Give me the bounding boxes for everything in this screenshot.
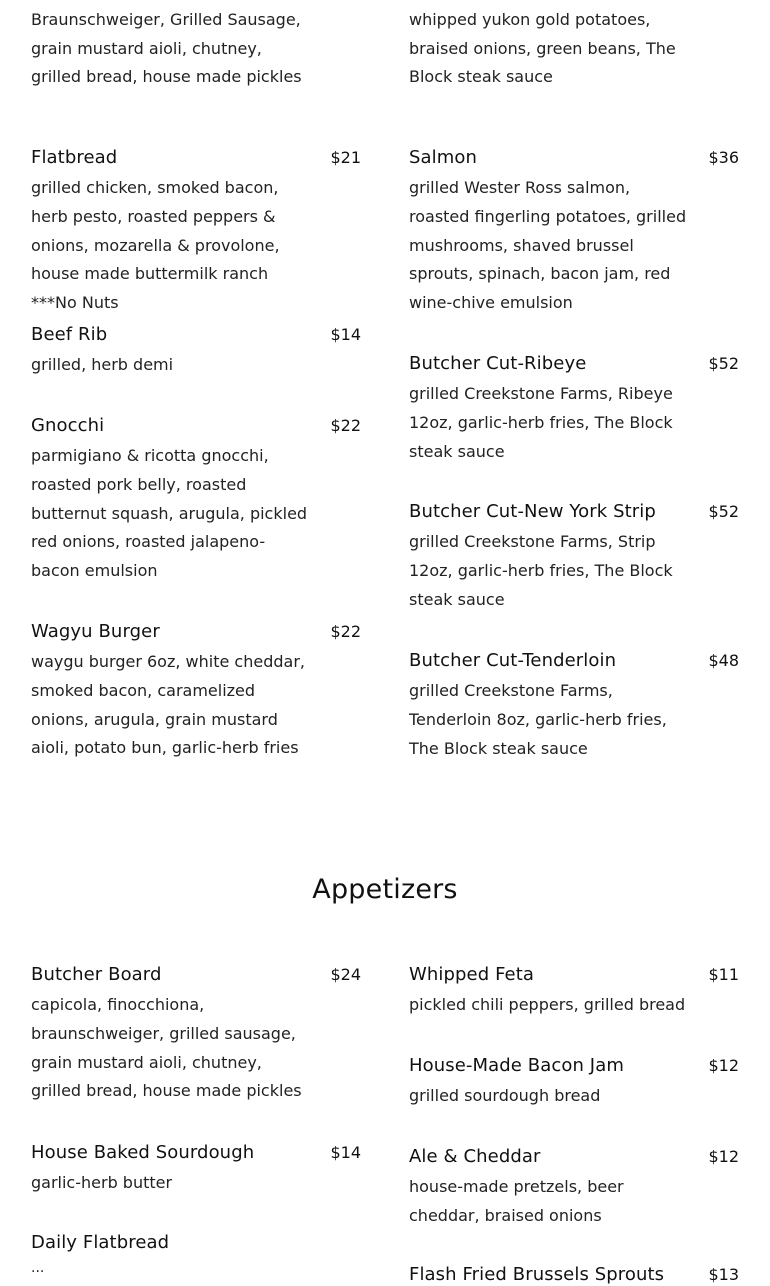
menu-item-name: Flash Fried Brussels Sprouts <box>409 1264 665 1285</box>
menu-item <box>31 415 361 586</box>
menu-item-description: grilled Creekstone Farms, Ribeye 12oz, garlic-herb fries, The Block steak sauce <box>409 384 673 461</box>
menu-item <box>409 1055 739 1111</box>
menu-item-price: $13 <box>708 1265 739 1284</box>
menu-item <box>409 501 739 614</box>
menu-item <box>31 1232 361 1279</box>
menu-item-price: $22 <box>330 416 361 435</box>
menu-item <box>409 147 739 318</box>
menu-item-price: $24 <box>330 965 361 984</box>
menu-item-description: waygu burger 6oz, white cheddar, smoked bacon, caramelized onions, arugula, grain mustard aioli, potato bun, garlic-herb fries <box>31 652 305 758</box>
menu-item-name: Gnocchi <box>31 415 105 436</box>
menu-item-name: Whipped Feta <box>409 964 535 985</box>
menu-item-name: Beef Rib <box>31 324 108 345</box>
menu-item-description: Braunschweiger, Grilled Sausage, grain mustard aioli, chutney, grilled bread, house made pickles <box>31 9 302 87</box>
menu-item-name: Salmon <box>409 147 478 168</box>
menu-item-description: house-made pretzels, beer cheddar, braised onions <box>409 1177 624 1225</box>
menu-item-price: $52 <box>708 502 739 521</box>
menu-item-name: Flatbread <box>31 147 118 168</box>
menu-item-price: $12 <box>708 1147 739 1166</box>
menu-item <box>31 324 361 380</box>
menu-item-description: whipped yukon gold potatoes, braised onions, green beans, The Block steak sauce <box>409 9 676 87</box>
menu-item-name: Wagyu Burger <box>31 621 160 642</box>
menu-item-price: $14 <box>330 1143 361 1162</box>
menu-item-name: Butcher Cut-New York Strip <box>409 501 656 522</box>
menu-item-description: grilled chicken, smoked bacon, herb pesto, roasted peppers & onions, mozarella & provolone, house made buttermilk ranch ***No Nuts <box>31 178 280 313</box>
menu-item-price: $48 <box>708 651 739 670</box>
menu-item <box>31 964 361 1106</box>
menu-item-name: Daily Flatbread <box>31 1232 170 1253</box>
menu-item-price: $14 <box>330 325 361 344</box>
menu-item <box>409 1264 739 1286</box>
menu-item-description: grilled, herb demi <box>31 355 174 374</box>
menu-item-name: House-Made Bacon Jam <box>409 1055 624 1076</box>
menu-item-name: Ale & Cheddar <box>409 1146 541 1167</box>
menu-item <box>31 621 361 763</box>
menu-item <box>409 1146 739 1231</box>
section-title-appetizers: Appetizers <box>312 874 458 905</box>
menu-item-price: $52 <box>708 354 739 373</box>
menu-item-description: pickled chili peppers, grilled bread <box>409 995 686 1014</box>
menu-item <box>409 0 739 92</box>
menu-item-description: grilled Creekstone Farms, Tenderloin 8oz, garlic-herb fries, The Block steak sauce <box>409 681 667 758</box>
menu-item <box>31 0 361 92</box>
menu-item-description: capicola, finocchiona, braunschweiger, grilled sausage, grain mustard aioli, chutney, grilled bread, house made pickles <box>31 995 302 1101</box>
menu-item-price: $22 <box>330 622 361 641</box>
menu-item-description: grilled Creekstone Farms, Strip 12oz, garlic-herb fries, The Block steak sauce <box>409 532 673 609</box>
menu-item <box>409 353 739 466</box>
menu-item-price: $21 <box>330 148 361 167</box>
menu-item-name: Butcher Cut-Tenderloin <box>409 650 617 671</box>
menu-item <box>31 1142 361 1198</box>
menu-item-price: $12 <box>708 1056 739 1075</box>
menu-item-price: $11 <box>708 965 739 984</box>
menu-item-name: House Baked Sourdough <box>31 1142 255 1163</box>
menu-item-description: garlic-herb butter <box>31 1173 173 1192</box>
menu-item <box>409 650 739 763</box>
menu-item-description: grilled sourdough bread <box>409 1086 601 1105</box>
menu-item <box>409 964 739 1020</box>
menu-item <box>31 147 361 318</box>
menu-item-name: Butcher Cut-Ribeye <box>409 353 587 374</box>
menu-item-description: parmigiano & ricotta gnocchi, roasted pork belly, roasted butternut squash, arugula, pickled red onions, roasted jalapeno-bacon emulsion <box>31 446 308 581</box>
menu-item-description: ... <box>31 1260 45 1276</box>
menu-item-price: $36 <box>708 148 739 167</box>
menu-item-name: Butcher Board <box>31 964 162 985</box>
menu-item-description: grilled Wester Ross salmon, roasted fingerling potatoes, grilled mushrooms, shaved brussel sprouts, spinach, bacon jam, red wine-chive emulsion <box>409 178 687 313</box>
